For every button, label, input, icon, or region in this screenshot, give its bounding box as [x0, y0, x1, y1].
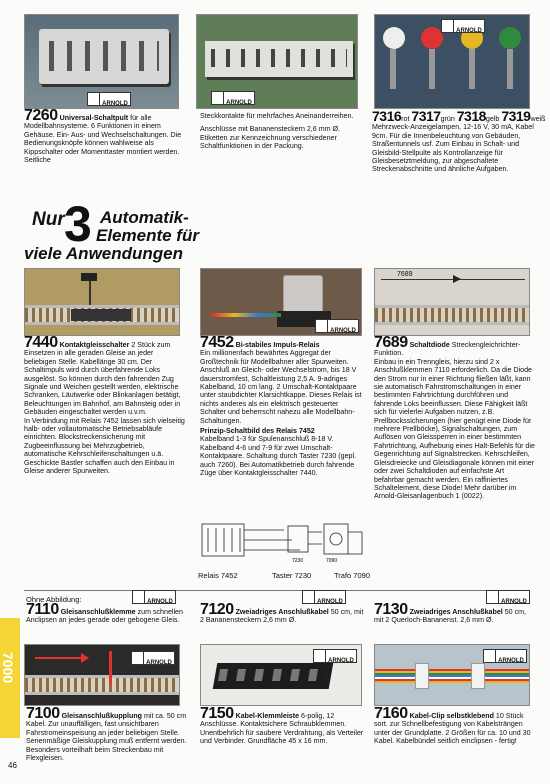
item-description: Ein millionenfach bewährtes Aggregat der Großtechnik für Modellbahner aller Spurweiten. Anschluß an Gleich- oder Wechselstrom, bis 18 V dauerstromfest, Schaltleistung 2,5 A. 9-adriges Kabelband, 10 cm lang. 2 Umschalt-Kontaktpaare unter staubdichter Klarsichtkappe. Dieses Relais ist nichts anderes als ein elektrisch gesteuerter Schalter und beherrscht nahezu alle Modellbahn-Schaltungen. — [200, 349, 362, 425]
item-number: 7689 — [374, 334, 408, 351]
arnold-logo: ARNOLD — [441, 19, 485, 33]
divider — [24, 590, 530, 591]
item-number: 7316 — [372, 108, 402, 124]
headline-nur: Nur — [32, 209, 65, 230]
section-tab-label: 7000 — [0, 652, 16, 684]
item-title: Bi-stabiles Impuls-Relais — [235, 341, 320, 349]
item-number: 7160 — [374, 705, 408, 722]
item-description: 50 cm, mit 2 Querloch-Bananenst. 2,6 mm Ø. — [374, 608, 527, 625]
arnold-logo: ARNOLD — [313, 649, 357, 663]
item-description: 6-polig, 12 Anschlüsse. Kontaktsichere Schraubklemmen. Unentbehrlich für saubere Verdrahtung, als Verteiler und Verbinder. Grundfläche 45 x 16 mm. — [200, 712, 364, 746]
item-number: 7318 — [456, 108, 486, 124]
item-title: Universal-Schaltpult — [59, 114, 129, 122]
section-tab — [0, 618, 20, 738]
arnold-logo: ARNOLD — [486, 590, 530, 604]
item-description: Kabelband 1-3 für Spulenanschluß 8-18 V. Kabelband 4-6 und 7-9 für zwei Umschalt-Kontaktpaare. Schaltung durch Taster 7230 (gepl. auch 7260). Bei Automatikbetrieb durch fahrende Züge über Kontaktgleisschalter 7440. — [200, 435, 357, 478]
arnold-logo: ARNOLD — [87, 92, 131, 106]
photo-7689-diode — [374, 268, 530, 336]
item-7689 — [374, 334, 536, 501]
item-7440 — [24, 334, 186, 476]
item-title: Kabel-Clip selbstklebend — [409, 712, 494, 720]
headline — [24, 196, 284, 268]
diagram-label-7230: 7230 — [292, 558, 304, 564]
item-title: Kabel-Klemmleiste — [235, 712, 300, 720]
description-line: Steckkontakte für mehrfaches Aneinanderreihen. — [200, 112, 354, 120]
item-number: 7120 — [200, 601, 234, 618]
item-number: 7452 — [200, 334, 234, 351]
photo-switch-row — [196, 14, 358, 109]
diagram-label-7090: 7090 — [326, 558, 338, 564]
item-title: Gleisanschlußkupplung — [61, 712, 142, 720]
item-number: 7150 — [200, 705, 234, 722]
photo-7150-terminal-strip — [200, 644, 362, 706]
item-subtitle: Prinzip-Schaltbild des Relais 7452 — [200, 427, 315, 436]
item-title: Zweiadriges Anschlußkabel — [409, 608, 503, 616]
item-number: 7100 — [26, 705, 60, 722]
item-7316-7319 — [372, 108, 546, 174]
item-7452 — [200, 334, 362, 478]
item-number: 7130 — [374, 601, 408, 618]
photo-7160-cable-clip — [374, 644, 530, 706]
without-illustration-label: Ohne Abbildung: — [26, 595, 82, 604]
headline-three: 3 — [64, 196, 92, 252]
item-switch-row-text — [200, 112, 360, 151]
item-description: Streckengleichrichter-Funktion. — [374, 341, 521, 358]
description-line: Anschlüsse mit Bananensteckern 2,6 mm Ø. Etiketten zur Kennzeichnung verschiedener Schaltfunktionen in der Packung. — [200, 125, 340, 151]
item-7150 — [200, 705, 366, 746]
item-description: Mehrzweck-Anzeigelampen, 12-16 V, 30 mA, Kabel 9cm. Für die Innenbeleuchtung von Gebäuden, Straßentunnels usf. Zum Einbau in Schalt- und Gleisbild-Stellpulte als Kontrollanzeige für Gleisbesetztmeldung, zur abgeschaltete Streckenabschnitte und ähnliche Aufgaben. — [372, 123, 534, 174]
diode-label: 7689 — [397, 271, 413, 278]
item-title: Kontaktgleisschalter — [59, 341, 130, 349]
item-description: mit ca. 50 cm Kabel. Zur unauffälligen, fast unsichtbaren Fahrstromeinspeisung an jeder beliebigen Stelle. Serienmäßige Gleiskupplung muß entfernt werden. Besonders vorteilhaft beim Streckenbau mit Flexgleisen. — [26, 712, 187, 763]
color-label: gelb — [485, 115, 500, 123]
arnold-logo: ARNOLD — [302, 590, 346, 604]
photo-7440-contact-track — [24, 268, 180, 336]
photo-7452-relay — [200, 268, 362, 336]
item-number: 7440 — [24, 334, 58, 351]
item-title: Zweiadriges Anschlußkabel — [235, 608, 329, 616]
headline-line-3: viele Anwendungen — [24, 244, 184, 263]
arnold-logo: ARNOLD — [132, 590, 176, 604]
arnold-logo: ARNOLD — [483, 649, 527, 663]
item-7260 — [24, 107, 184, 165]
item-description: Einbau in ein Trenngleis, hierzu sind 2 x Anschlußklemmen 7110 erforderlich. Da die Diode den Strom nur in einer Richtung fließen läßt, kann sie automatisch Fahrstromschaltungen in einer bestimmten Fahrtrichtung durchführen und fahrende Loks beeinflussen. Diese Fähigkeit läßt sich für vielerlei Aufgaben nutzen, z.B. Prellbockssicherungen (hier genügt eine Diode für mehrere Prellböcke), Signalschaltungen, zum Auflösen von Gleissperren in einer bestimmten Fahrtrichtung, Aufhebung eines Halt-Befehls für die Gegenrichtung auf Signalstrecken. Kehrschleifen, Gleisdreiecke und Gleisdiagonale können mit einer oder zwei Schaltdioden auf einfachste Art befahrbar gemacht werden. Ein raffiniertes Schaltelement, diese Diode! Mehr darüber im Arnold-Gleisanlagenbuch 1 (0022). — [374, 357, 535, 501]
item-number: 7319 — [501, 108, 531, 124]
page-number: 46 — [8, 761, 17, 770]
diagram-caption-taster: Taster 7230 — [272, 571, 312, 580]
headline-line-2: Elemente für — [96, 226, 199, 245]
diagram-caption-trafo: Trafo 7090 — [334, 571, 370, 580]
item-description: In Verbindung mit Relais 7452 lassen sich vielseitig halb- oder vollautomatische Betriebsabläufe einrichten. Blockstreckensicherung mit Zugbeeinflussung bei Mehrzugbetrieb, automatische Kehrschleifenschaltungen u.ä. Geschickte Bastler schaffen auch den Einbau in Gleise anderer Spurweiten. — [24, 416, 185, 476]
headline-line-1: Automatik- — [100, 208, 189, 227]
item-number: 7317 — [411, 108, 441, 124]
item-title: Gleisanschlußklemme — [60, 608, 136, 616]
item-description: für alle Modellbahnsysteme. 6 Funktionen in einem Gehäuse. Ein- Aus- und Wechselschaltungen. Die Bedienungsknöpfe können wahlweise als Kippschalter oder Momenttaster montiert werden. Seitliche — [24, 114, 182, 165]
item-title: Schaltdiode — [409, 341, 450, 349]
color-label: grün — [440, 115, 455, 123]
color-label: rot — [401, 115, 410, 123]
photo-indicator-lamps — [374, 14, 530, 109]
item-description: zum schnellen Anclipsen an jedes gerade oder gebogene Gleis. — [26, 608, 183, 625]
item-description: 2 Stück zum Einsetzen in alle geraden Gleise an jeder beliebigen Stelle. Kabellänge 30 cm. Der Schaltimpuls wird durch überfahrende Loks ausgelöst. So können durch den fahrenden Zug Signale und Weichen gestellt werden, elektrische Schranken, Läutwerke oder Blinkanlagen betätigt, Beleuchtungen im Bahnhof, am Bahnsteig oder in Gebäuden eingeschaltet werden u.v.m. — [24, 341, 181, 417]
item-number: 7110 — [26, 601, 59, 618]
item-number: 7260 — [24, 107, 58, 124]
photo-7100-track-coupling — [24, 644, 180, 706]
item-description: 10 Stück sort. zur Schnellbefestigung von Kabelsträngen unter der Grundplatte. 2 Größen für ca. 10 und 30 Kabel. Kabelbündel seitlich einclipsen - fertig! — [374, 712, 531, 746]
arnold-logo: ARNOLD — [315, 319, 359, 333]
arnold-logo: ARNOLD — [131, 651, 175, 665]
photo-7260-control-panel — [24, 14, 179, 109]
diagram-caption-relais: Relais 7452 — [198, 571, 238, 580]
item-7160 — [374, 705, 536, 746]
color-label: weiß — [530, 115, 546, 123]
item-description: 50 cm, mit 2 Bananensteckern 2,6 mm Ø. — [200, 608, 364, 625]
relay-circuit-diagram — [196, 518, 374, 570]
item-7100 — [26, 705, 188, 763]
arnold-logo: ARNOLD — [211, 91, 255, 105]
